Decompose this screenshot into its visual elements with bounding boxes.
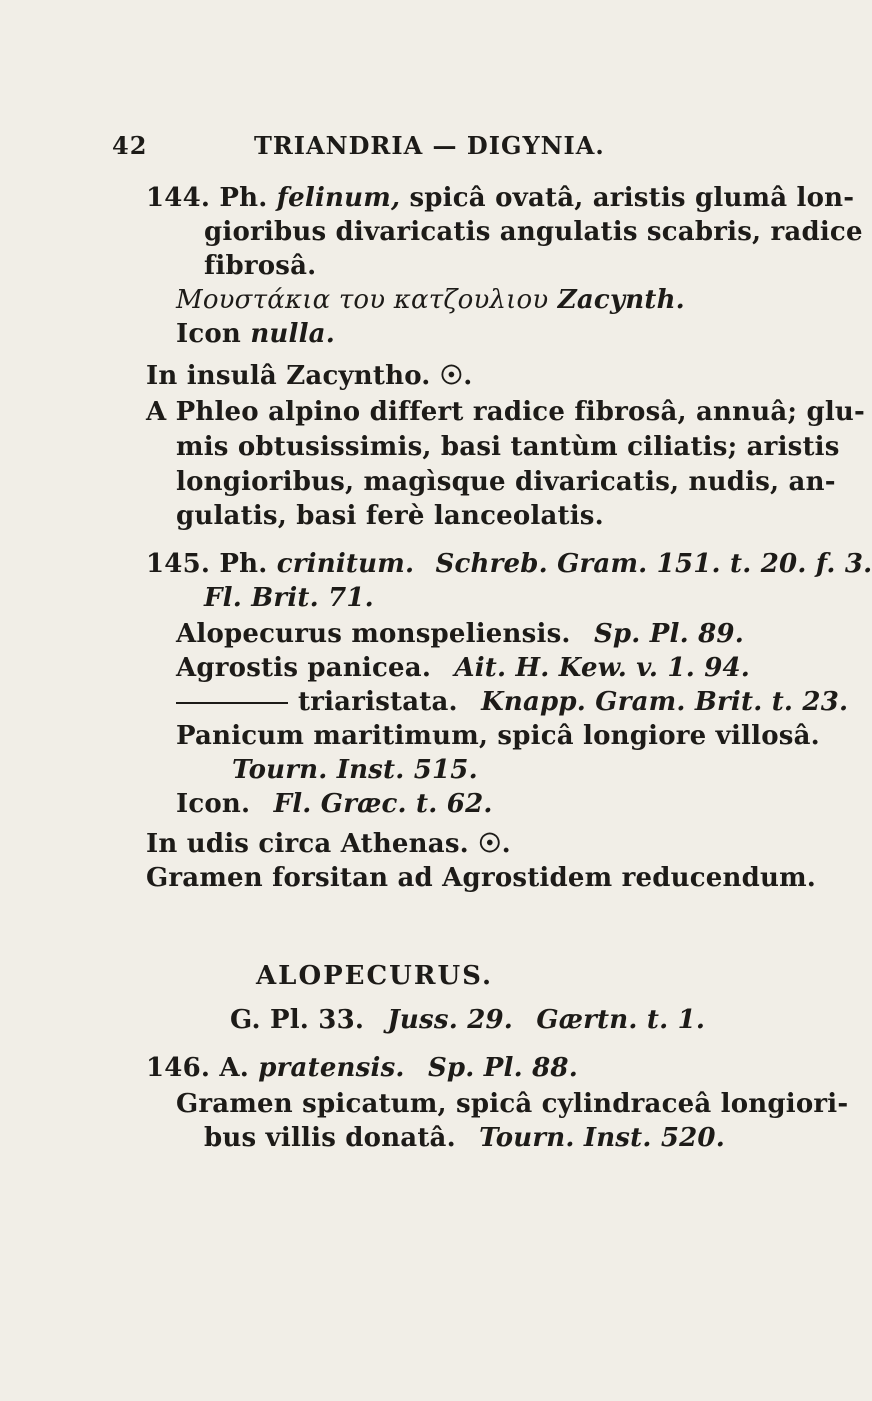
- genus-ref-gaertner: Gærtn. t. 1.: [536, 1005, 706, 1035]
- entry-145-line-1: [146, 548, 872, 580]
- entry-144-note-4: gulatis, basi ferè lanceolatis.: [176, 501, 604, 531]
- entry-146-tournefort: Tourn. Inst. 520.: [479, 1123, 725, 1153]
- entry-146-line-1: [146, 1052, 578, 1084]
- entry-144-note-2: mis obtusissimis, basi tantùm ciliatis; aristis: [176, 432, 840, 462]
- entry-144-note-1: A Phleo alpino differt radice fibrosâ, annuâ; glu-: [146, 397, 865, 427]
- genus-references: [230, 1004, 705, 1036]
- page-number: 42: [112, 131, 148, 160]
- synonym-name: Alopecurus monspeliensis.: [176, 619, 571, 649]
- entry-144-icon: [176, 318, 335, 350]
- entry-145-reference: Schreb. Gram. 151. t. 20. f. 3.: [435, 549, 872, 579]
- greek-place: Zacynth.: [557, 285, 685, 315]
- entry-144-number: 144. Ph.: [146, 183, 268, 213]
- entry-146-line-3: [204, 1122, 725, 1154]
- icon-value: nulla.: [250, 319, 335, 349]
- entry-146-reference: Sp. Pl. 88.: [427, 1053, 578, 1083]
- entry-144-greek-name: [176, 284, 685, 316]
- synonym-agrostis: [176, 652, 750, 684]
- entry-146-line-2: Gramen spicatum, spicâ cylindraceâ longiori-: [176, 1089, 849, 1119]
- synonym-panicum: Panicum maritimum, spicâ longiore villosâ.: [176, 721, 820, 751]
- synonym-name: triaristata.: [298, 687, 458, 717]
- entry-146-text: bus villis donatâ.: [204, 1123, 456, 1153]
- running-title: TRIANDRIA — DIGYNIA.: [254, 131, 605, 160]
- entry-144-habitat: In insulâ Zacyntho. ☉.: [146, 361, 473, 391]
- genus-title: ALOPECURUS.: [256, 961, 494, 991]
- ditto-dash: [176, 702, 288, 704]
- entry-145-species: crinitum.: [276, 549, 415, 579]
- synonym-name: Agrostis panicea.: [176, 653, 432, 683]
- entry-144-line-1: [146, 182, 854, 214]
- synonym-alopecurus: [176, 618, 744, 650]
- entry-144-line-3: fibrosâ.: [204, 251, 317, 281]
- entry-145-number: 145. Ph.: [146, 549, 268, 579]
- synonym-reference: Ait. H. Kew. v. 1. 94.: [454, 653, 751, 683]
- entry-144-line-2: gioribus divaricatis angulatis scabris, radice: [204, 217, 863, 247]
- entry-144-description: spicâ ovatâ, aristis glumâ lon-: [409, 183, 855, 213]
- entry-145-note: Gramen forsitan ad Agrostidem reducendum.: [146, 863, 817, 893]
- icon-label: Icon: [176, 319, 242, 349]
- icon-reference: Fl. Græc. t. 62.: [273, 789, 493, 819]
- entry-145-icon: [176, 788, 493, 820]
- icon-label: Icon.: [176, 789, 251, 819]
- entry-146-number: 146. A.: [146, 1053, 250, 1083]
- synonym-triaristata: [176, 686, 848, 718]
- entry-146-species: pratensis.: [258, 1053, 405, 1083]
- synonym-reference: Sp. Pl. 89.: [593, 619, 744, 649]
- entry-144-species: felinum,: [276, 183, 401, 213]
- genus-ref-jussieu: Juss. 29.: [387, 1005, 514, 1035]
- entry-144-note-3: longioribus, magìsque divaricatis, nudis, an-: [176, 467, 836, 497]
- greek-vernacular: Μουστάκια του κατζουλιου: [176, 285, 549, 315]
- entry-145-habitat: In udis circa Athenas. ☉.: [146, 829, 511, 859]
- synonym-reference: Knapp. Gram. Brit. t. 23.: [481, 687, 849, 717]
- entry-145-line-2: Fl. Brit. 71.: [204, 583, 374, 613]
- genus-ref-linnaeus: G. Pl. 33.: [230, 1005, 365, 1035]
- synonym-panicum-reference: Tourn. Inst. 515.: [232, 755, 478, 785]
